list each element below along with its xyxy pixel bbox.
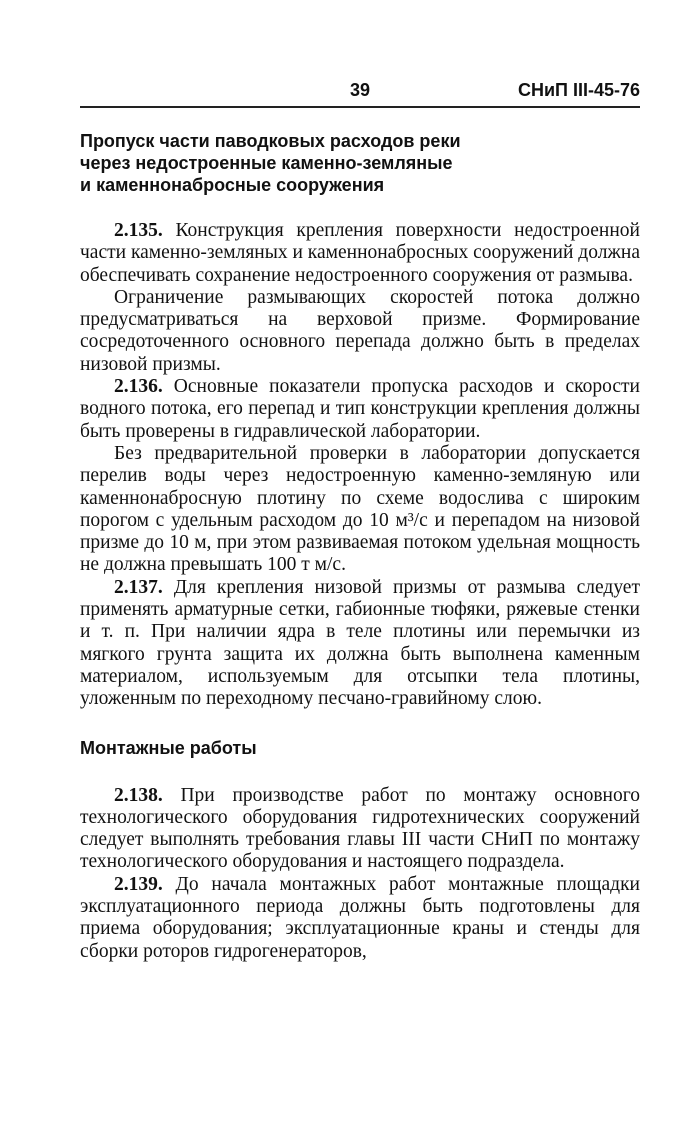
section-title-flood-passage: Пропуск части паводковых расходов реки через недостроенные каменно-земляные и каменнонабросные сооружения bbox=[80, 131, 461, 195]
paragraph-2-135 bbox=[80, 220, 640, 287]
clause-number: 2.136. bbox=[114, 376, 163, 398]
clause-number: 2.137. bbox=[114, 576, 163, 598]
clause-text: До начала монтажных работ монтажные площадки эксплуатационного периода должны быть подготовлены для приема оборудования; эксплуатационные краны и стенды для сборки роторов гидрогенераторов, bbox=[80, 873, 640, 962]
clause-text: Для крепления низовой призмы от размыва следует применять арматурные сетки, габионные тюфяки, ряжевые стенки и т. п. При наличии ядра в теле плотины или перемычки из мягкого грунта защита их должна быть выполнена каменным материалом, используемым для отсыпки тела плотины, уложенным по переходному песчано-гравийному слою. bbox=[80, 576, 640, 710]
clause-text: Конструкция крепления поверхности недостроенной части каменно-земляных и каменнонабросных сооружений должна обеспечивать сохранение недостроенного сооружения от размыва. bbox=[80, 220, 640, 286]
paragraph-2-135-cont: Ограничение размывающих скоростей потока должно предусматриваться на верховой призме. Формирование сосредоточенного основного перепада должно быть в пределах низовой призмы. bbox=[80, 286, 640, 375]
paragraph-2-137 bbox=[80, 577, 640, 711]
paragraph-2-136-cont: Без предварительной проверки в лаборатории допускается перелив воды через недостроенную каменно-земляную или каменнонабросную плотину по схеме водослива с широким порогом с удельным расходом до 10 м³/с и перепадом на низовой призме до 10 м, при этом развиваемая потоком удельная мощность не должна превышать 100 т м/с. bbox=[80, 442, 640, 576]
clause-text: Основные показатели пропуска расходов и скорости водного потока, его перепад и тип конструкции крепления должны быть проверены в гидравлической лаборатории. bbox=[80, 376, 640, 442]
paragraph-2-138 bbox=[80, 785, 640, 874]
clause-number: 2.135. bbox=[114, 220, 163, 241]
header-divider bbox=[80, 106, 640, 108]
clause-number: 2.139. bbox=[114, 873, 163, 895]
document-code: СНиП III-45-76 bbox=[517, 80, 640, 100]
section-title-installation: Монтажные работы bbox=[80, 737, 257, 758]
clause-number: 2.138. bbox=[114, 784, 163, 806]
paragraph-2-139 bbox=[80, 874, 640, 963]
page-number: 39 bbox=[350, 80, 371, 100]
clause-text: При производстве работ по монтажу основного технологического оборудования гидротехнических сооружений следует выполнять требования главы III части СНиП по монтажу технологического оборудования и настоящего подраздела. bbox=[80, 784, 640, 873]
paragraph-2-136 bbox=[80, 376, 640, 443]
page-body bbox=[80, 130, 640, 963]
page-header bbox=[80, 80, 640, 104]
